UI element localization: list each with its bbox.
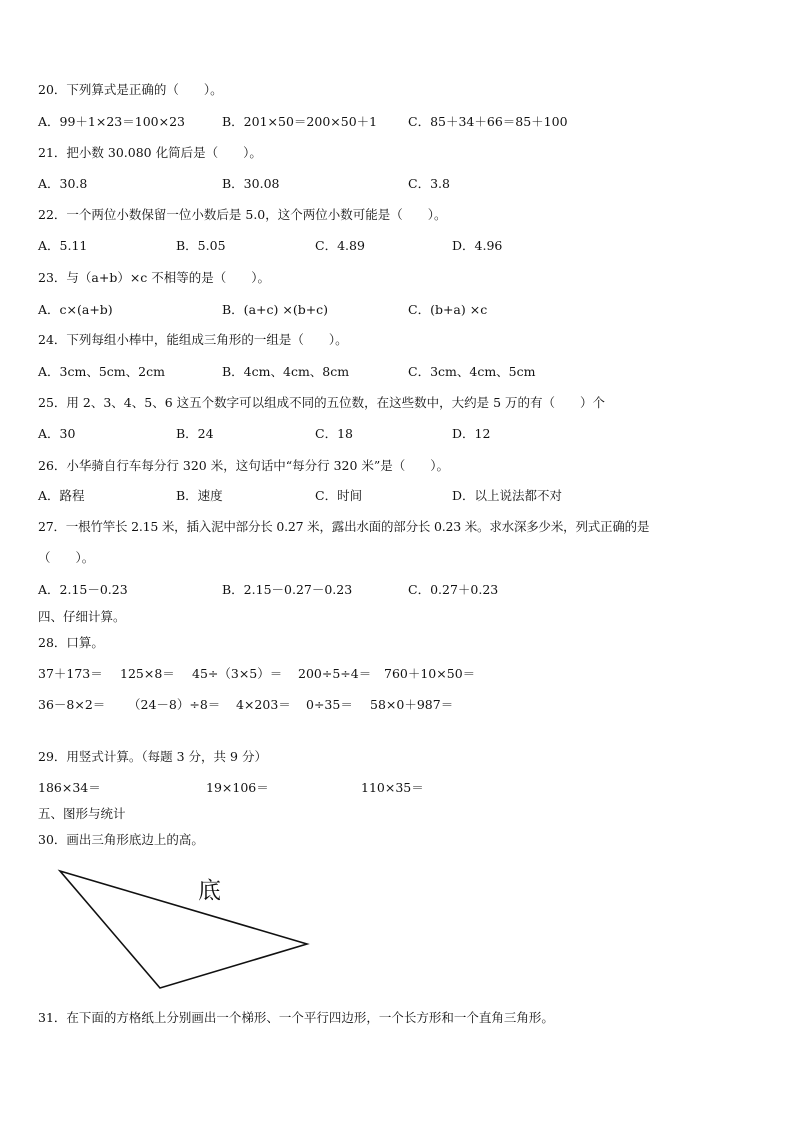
- mental-calc-item: 37＋173＝: [38, 666, 103, 681]
- vertical-calc-item: 110×35＝: [361, 780, 424, 795]
- question-22-stem: 22．一个两位小数保留一位小数后是 5.0，这个两位小数可能是（ ）。: [38, 207, 447, 222]
- section-4-title: 四、仔细计算。: [38, 609, 126, 624]
- question-29-stem: 29．用竖式计算。（每题 3 分，共 9 分）: [38, 749, 267, 764]
- mental-calc-item: 125×8＝: [120, 666, 175, 681]
- question-25-option-c: C．18: [315, 426, 353, 441]
- mental-calc-item: 58×0＋987＝: [370, 697, 454, 712]
- mental-calc-item: （24－8）÷8＝: [128, 697, 221, 712]
- question-27-option-a: A．2.15－0.23: [38, 582, 128, 597]
- triangle-shape: [60, 871, 307, 988]
- question-24-option-a: A．3cm、5cm、2cm: [38, 364, 165, 379]
- question-26-option-c: C．时间: [315, 488, 363, 503]
- question-22-option-a: A．5.11: [38, 238, 88, 253]
- question-27-stem: 27．一根竹竿长 2.15 米，插入泥中部分长 0.27 米，露出水面的部分长 0.23 米。求水深多少米，列式正确的是: [38, 519, 650, 534]
- question-27-option-c: C．0.27＋0.23: [408, 582, 499, 597]
- question-24-option-b: B．4cm、4cm、8cm: [222, 364, 350, 379]
- mental-calc-item: 200÷5÷4＝: [298, 666, 372, 681]
- question-20-stem: 20．下列算式是正确的（ ）。: [38, 82, 223, 97]
- question-23-option-b: B．(a+c) ×(b+c): [222, 302, 329, 317]
- question-25-option-b: B．24: [176, 426, 214, 441]
- question-23-stem: 23．与（a+b）×c 不相等的是（ ）。: [38, 270, 271, 285]
- question-25-option-d: D．12: [452, 426, 491, 441]
- question-20-option-a: A．99＋1×23＝100×23: [38, 114, 186, 129]
- question-25-stem: 25．用 2、3、4、5、6 这五个数字可以组成不同的五位数，在这些数中，大约是 5 万的有（ ）个: [38, 395, 606, 410]
- mental-calc-item: 760＋10×50＝: [384, 666, 476, 681]
- question-26-stem: 26．小华骑自行车每分行 320 米，这句话中“每分行 320 米”是（ ）。: [38, 458, 450, 473]
- vertical-calc-item: 186×34＝: [38, 780, 101, 795]
- question-22-option-b: B．5.05: [176, 238, 226, 253]
- question-28-stem: 28．口算。: [38, 635, 104, 650]
- question-30-stem: 30．画出三角形底边上的高。: [38, 832, 204, 847]
- question-22-option-c: C．4.89: [315, 238, 365, 253]
- question-21-option-b: B．30.08: [222, 176, 280, 191]
- mental-calc-item: 45÷（3×5）＝: [192, 666, 283, 681]
- question-25-option-a: A．30: [38, 426, 76, 441]
- question-20-option-c: C．85＋34＋66＝85＋100: [408, 114, 568, 129]
- question-21-stem: 21．把小数 30.080 化简后是（ ）。: [38, 145, 262, 160]
- question-24-stem: 24．下列每组小棒中，能组成三角形的一组是（ ）。: [38, 332, 348, 347]
- question-21-option-c: C．3.8: [408, 176, 450, 191]
- question-23-option-c: C．(b+a) ×c: [408, 302, 488, 317]
- question-21-option-a: A．30.8: [38, 176, 88, 191]
- question-26-option-a: A．路程: [38, 488, 85, 503]
- question-23-option-a: A．c×(a+b): [38, 302, 113, 317]
- question-20-option-b: B．201×50＝200×50＋1: [222, 114, 378, 129]
- section-5-title: 五、图形与统计: [38, 806, 126, 821]
- question-27-option-b: B．2.15－0.27－0.23: [222, 582, 353, 597]
- question-24-option-c: C．3cm、4cm、5cm: [408, 364, 536, 379]
- triangle-base-label: 底: [198, 878, 221, 904]
- question-26-option-b: B．速度: [176, 488, 223, 503]
- vertical-calc-item: 19×106＝: [206, 780, 269, 795]
- mental-calc-item: 36－8×2＝: [38, 697, 106, 712]
- question-27-stem-continued: （ ）。: [38, 550, 95, 565]
- mental-calc-item: 0÷35＝: [306, 697, 353, 712]
- question-31-stem: 31．在下面的方格纸上分别画出一个梯形、一个平行四边形，一个长方形和一个直角三角形。: [38, 1010, 554, 1025]
- question-22-option-d: D．4.96: [452, 238, 503, 253]
- question-26-option-d: D．以上说法都不对: [452, 488, 563, 503]
- mental-calc-item: 4×203＝: [236, 697, 291, 712]
